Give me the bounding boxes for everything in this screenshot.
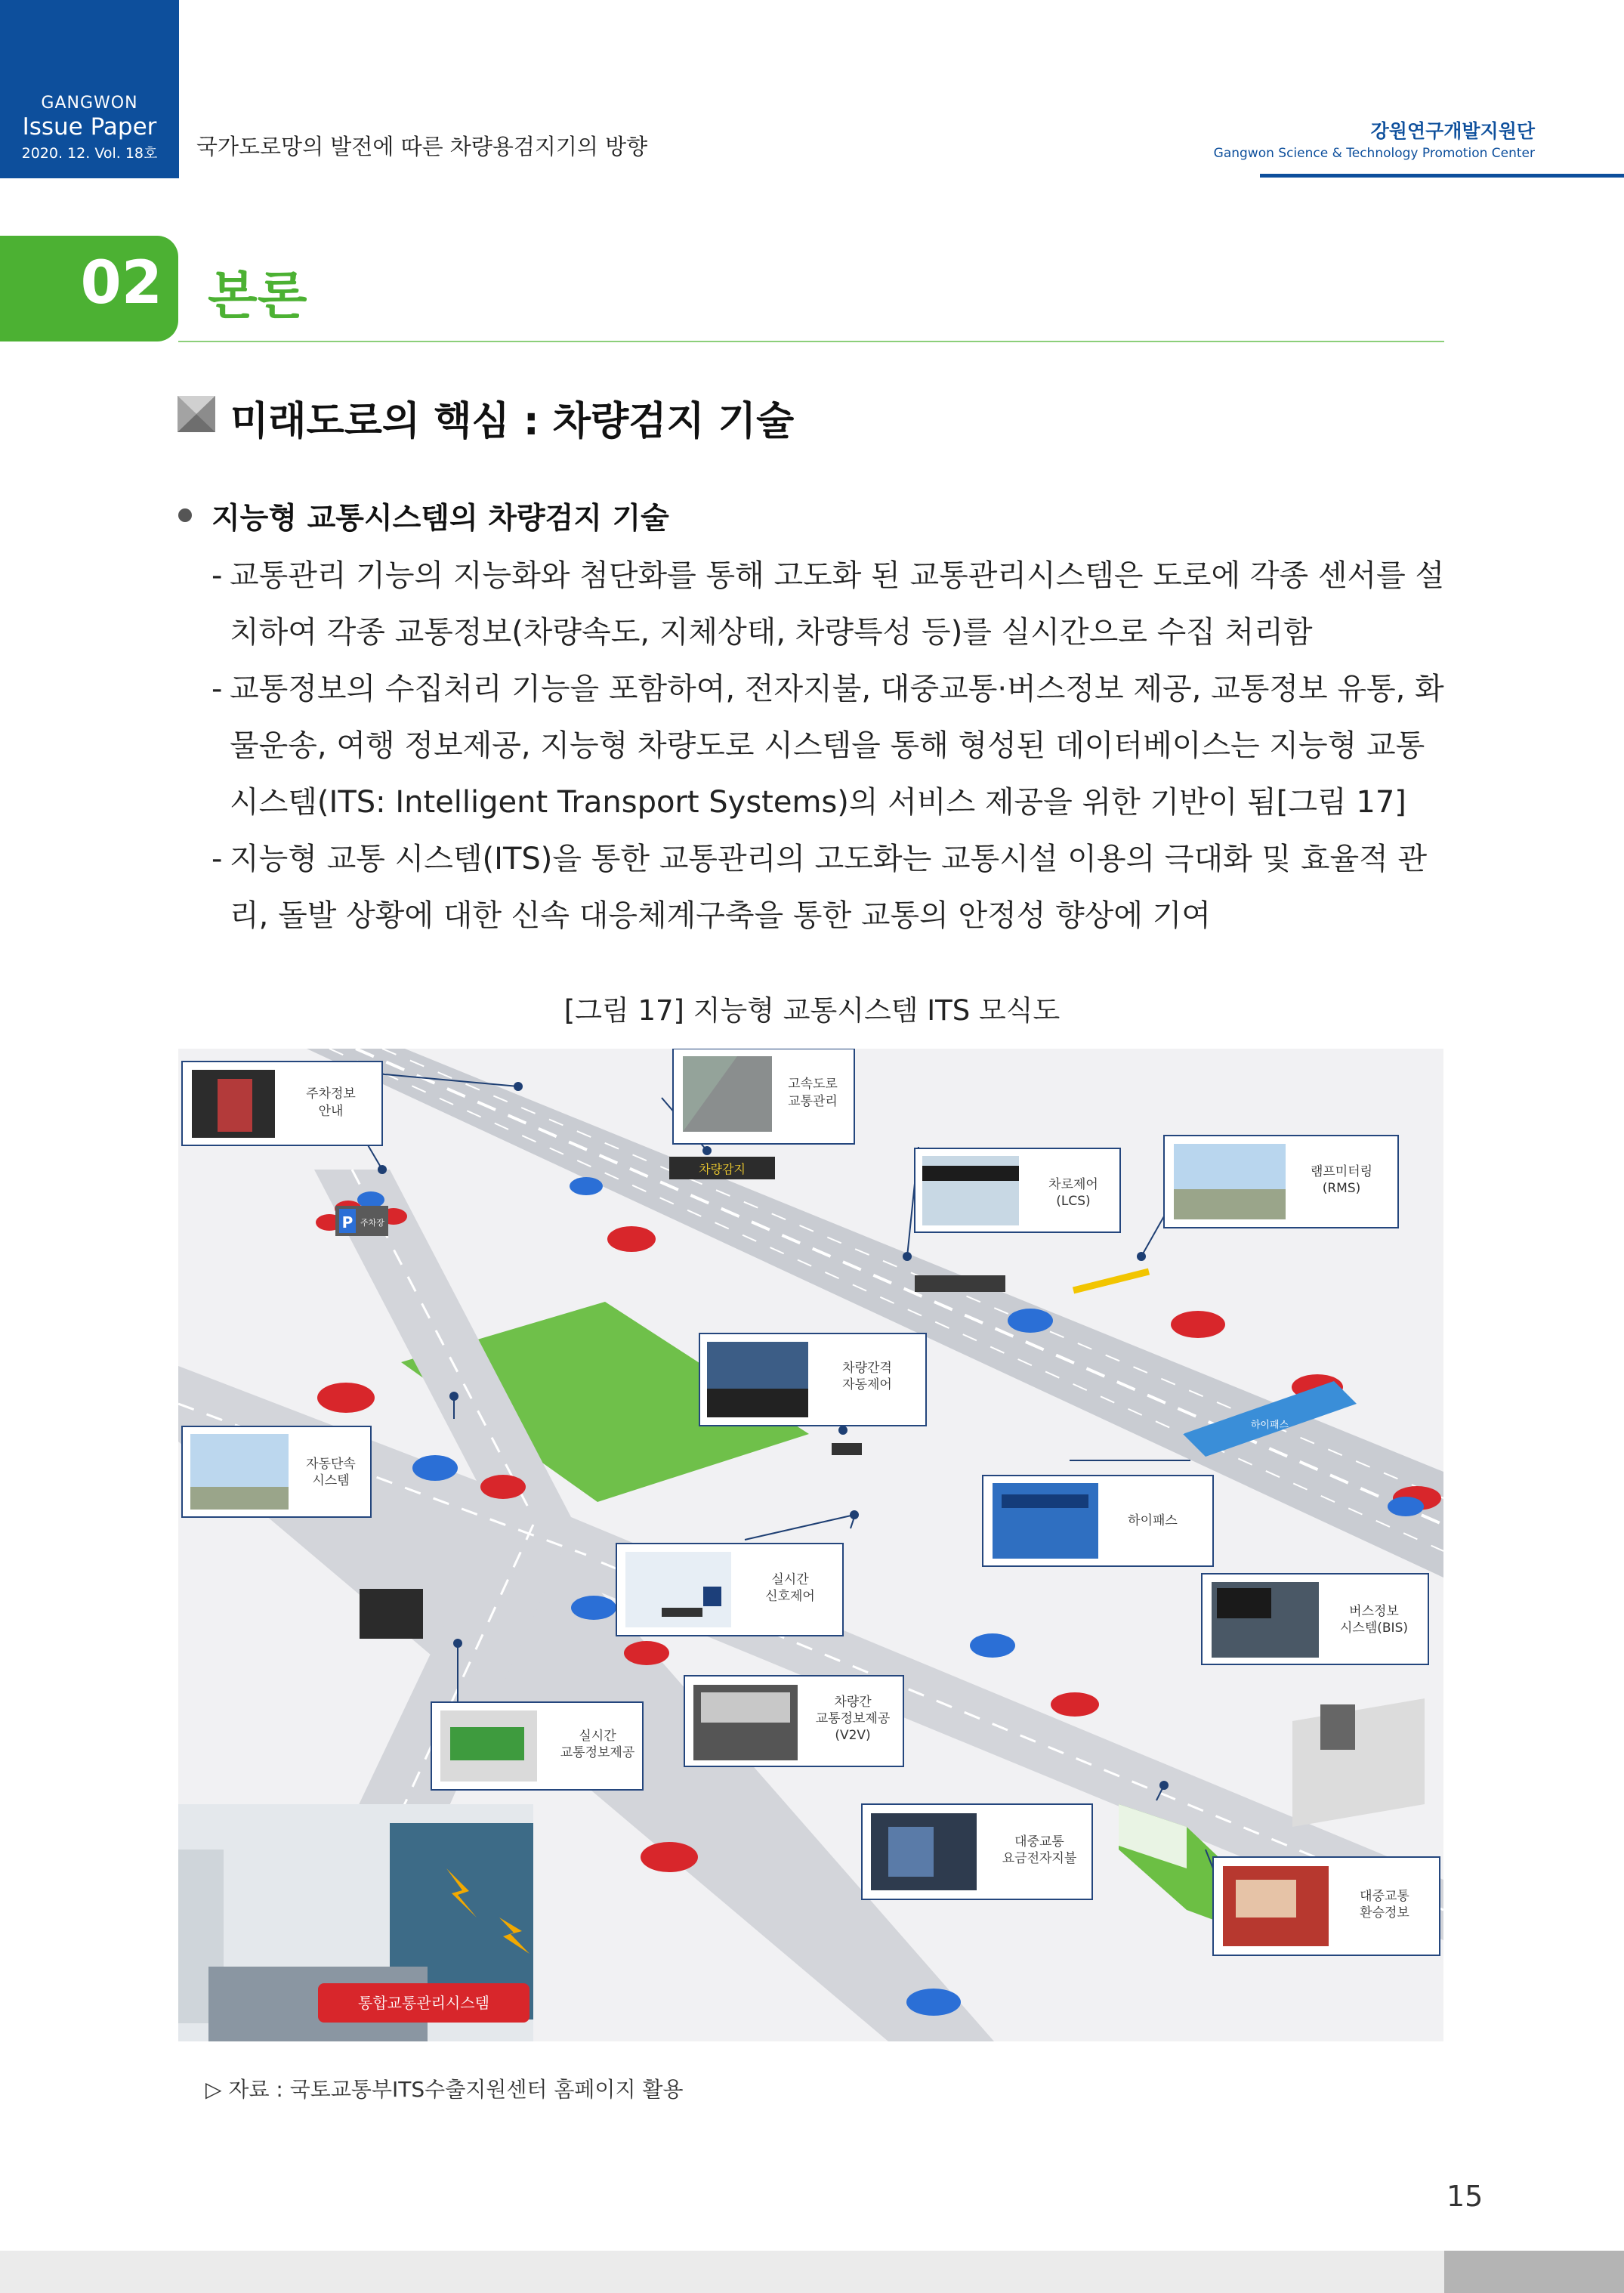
callout-bis	[1202, 1574, 1428, 1664]
kiosk-platform	[1292, 1698, 1425, 1827]
figure-source: ▷ 자료 : 국토교통부ITS수출지원센터 홈페이지 활용	[205, 2077, 684, 2102]
callout-text: (V2V)	[835, 1728, 871, 1743]
paragraph-text: 지능형 교통 시스템(ITS)을 통한 교통관리의 고도화는 교통시설 이용의 극대화 및 효율적 관리, 돌발 상황에 대한 신속 대응체계구축을 통한 교통의 안정성 향상에 기여	[230, 842, 1428, 933]
callout-realtime-info	[431, 1702, 643, 1790]
callout-text: 교통정보제공	[815, 1711, 891, 1726]
bullet-heading: 지능형 교통시스템의 차량검지 기술	[211, 502, 669, 536]
callout-parking-info	[182, 1062, 382, 1145]
hipass-gate-text: 하이패스	[1250, 1420, 1289, 1431]
paragraph-3: - 지능형 교통 시스템(ITS)을 통한 교통관리의 고도화는 교통시설 이용의 극대화 및 효율적 관리, 돌발 상황에 대한 신속 대응체계구축을 통한 교통의 안정성 향상에 기여	[211, 831, 1450, 944]
callout-text: 차로제어	[1048, 1177, 1098, 1192]
callout-hipass	[983, 1476, 1213, 1566]
paragraph-2: - 교통정보의 수집처리 기능을 포함하여, 전자지불, 대중교통·버스정보 제공, 교통정보 유통, 화물운송, 여행 정보제공, 지능형 차량도로 시스템을 통해 형성된 데이터베이스는 지능형 교통 시스템(ITS: Intelligent Transport Systems)의 서비스 제공을 위한 기반이 됨[그림 17]	[211, 661, 1450, 831]
section-number: 02	[80, 249, 162, 317]
lcs-gantry	[915, 1275, 1005, 1292]
brand-issue-paper: Issue Paper	[22, 113, 157, 141]
callout-rms	[1164, 1136, 1398, 1228]
its-diagram	[178, 1049, 1443, 2041]
document-title: 국가도로망의 발전에 따른 차량용검지기의 방향	[196, 134, 648, 159]
callout-text: 주차정보	[306, 1086, 356, 1102]
section-rule	[178, 341, 1444, 342]
callout-text: 시스템	[312, 1473, 350, 1488]
brand-gangwon: GANGWON	[41, 94, 138, 113]
callout-text: (LCS)	[1056, 1194, 1091, 1209]
callout-text: 대중교통	[1014, 1834, 1064, 1850]
callout-text: 요금전자지불	[1002, 1851, 1077, 1866]
subsection-heading: 미래도로의 핵심 : 차량검지 기술	[230, 399, 795, 444]
bullet-dot-icon	[178, 508, 192, 522]
callout-fare-payment	[862, 1804, 1092, 1899]
callout-text: 시스템(BIS)	[1340, 1621, 1408, 1636]
callout-text: 실시간	[579, 1729, 616, 1744]
callout-text: 자동단속	[306, 1457, 356, 1472]
callout-lcs	[915, 1148, 1120, 1232]
footer-accent	[1444, 2251, 1624, 2293]
callout-v2v	[684, 1676, 903, 1766]
page-number: 15	[1446, 2180, 1484, 2213]
callout-text: 램프미터링	[1310, 1164, 1373, 1179]
paragraph-text: 교통관리 기능의 지능화와 첨단화를 통해 고도화 된 교통관리시스템은 도로에 각종 센서를 설치하여 각종 교통정보(차량속도, 지체상태, 차량특성 등)를 실시간으로 수집 처리함	[230, 558, 1445, 650]
callout-text: 차량간	[834, 1695, 872, 1710]
issue-paper-brand-block	[0, 0, 179, 178]
callout-text: 환승정보	[1360, 1905, 1409, 1921]
callout-text: 대중교통	[1360, 1889, 1409, 1904]
callout-highway-management	[673, 1049, 854, 1144]
callout-text: 교통정보제공	[560, 1745, 635, 1760]
org-name-english: Gangwon Science & Technology Promotion Center	[1213, 146, 1535, 161]
callout-text: 교통관리	[788, 1094, 838, 1109]
center-label: 통합교통관리시스템	[358, 1994, 489, 2012]
callout-text: 실시간	[771, 1572, 809, 1587]
header-rule	[1260, 174, 1624, 178]
callout-text: 자동제어	[842, 1377, 892, 1392]
lane-sign	[360, 1589, 423, 1639]
kiosk-icon	[1320, 1704, 1355, 1750]
paragraph-text: 교통정보의 수집처리 기능을 포함하여, 전자지불, 대중교통·버스정보 제공, 교통정보 유통, 화물운송, 여행 정보제공, 지능형 차량도로 시스템을 통해 형성된 데이터베이스는 지능형 교통 시스템(ITS: Intelligent Transport Systems)의 서비스 제공을 위한 기반이 됨[그림 17]	[230, 672, 1444, 820]
callout-transfer-info	[1213, 1857, 1440, 1955]
callout-signal-control	[616, 1544, 843, 1636]
section-title: 본론	[208, 267, 307, 326]
parking-sign-text: 주차장	[360, 1218, 384, 1228]
its-diagram-svg	[178, 1049, 1443, 2041]
vms-sign-text: 차량감지	[699, 1162, 746, 1176]
callout-text: 하이패스	[1128, 1513, 1178, 1528]
brand-volume: 2020. 12. Vol. 18호	[21, 145, 158, 162]
callout-gap-control	[699, 1333, 926, 1426]
callout-text: 버스정보	[1349, 1604, 1399, 1619]
paragraph-1: - 교통관리 기능의 지능화와 첨단화를 통해 고도화 된 교통관리시스템은 도로에 각종 센서를 설치하여 각종 교통정보(차량속도, 지체상태, 차량특성 등)를 실시간으로 수집 처리함	[211, 548, 1450, 661]
callout-text: 신호제어	[765, 1589, 815, 1604]
callout-text: (RMS)	[1322, 1181, 1361, 1196]
callout-text: 안내	[318, 1104, 344, 1119]
footer-bar	[0, 2251, 1624, 2293]
org-name: 강원연구개발지원단	[1370, 120, 1535, 142]
callout-text: 차량간격	[842, 1361, 892, 1376]
traffic-signal-icon	[832, 1443, 862, 1455]
heading-square-icon	[178, 396, 215, 432]
parking-p-text: P	[341, 1213, 354, 1231]
callout-text: 고속도로	[788, 1077, 838, 1092]
callout-enforcement	[182, 1426, 371, 1517]
figure-caption: [그림 17] 지능형 교통시스템 ITS 모식도	[563, 994, 1061, 1027]
